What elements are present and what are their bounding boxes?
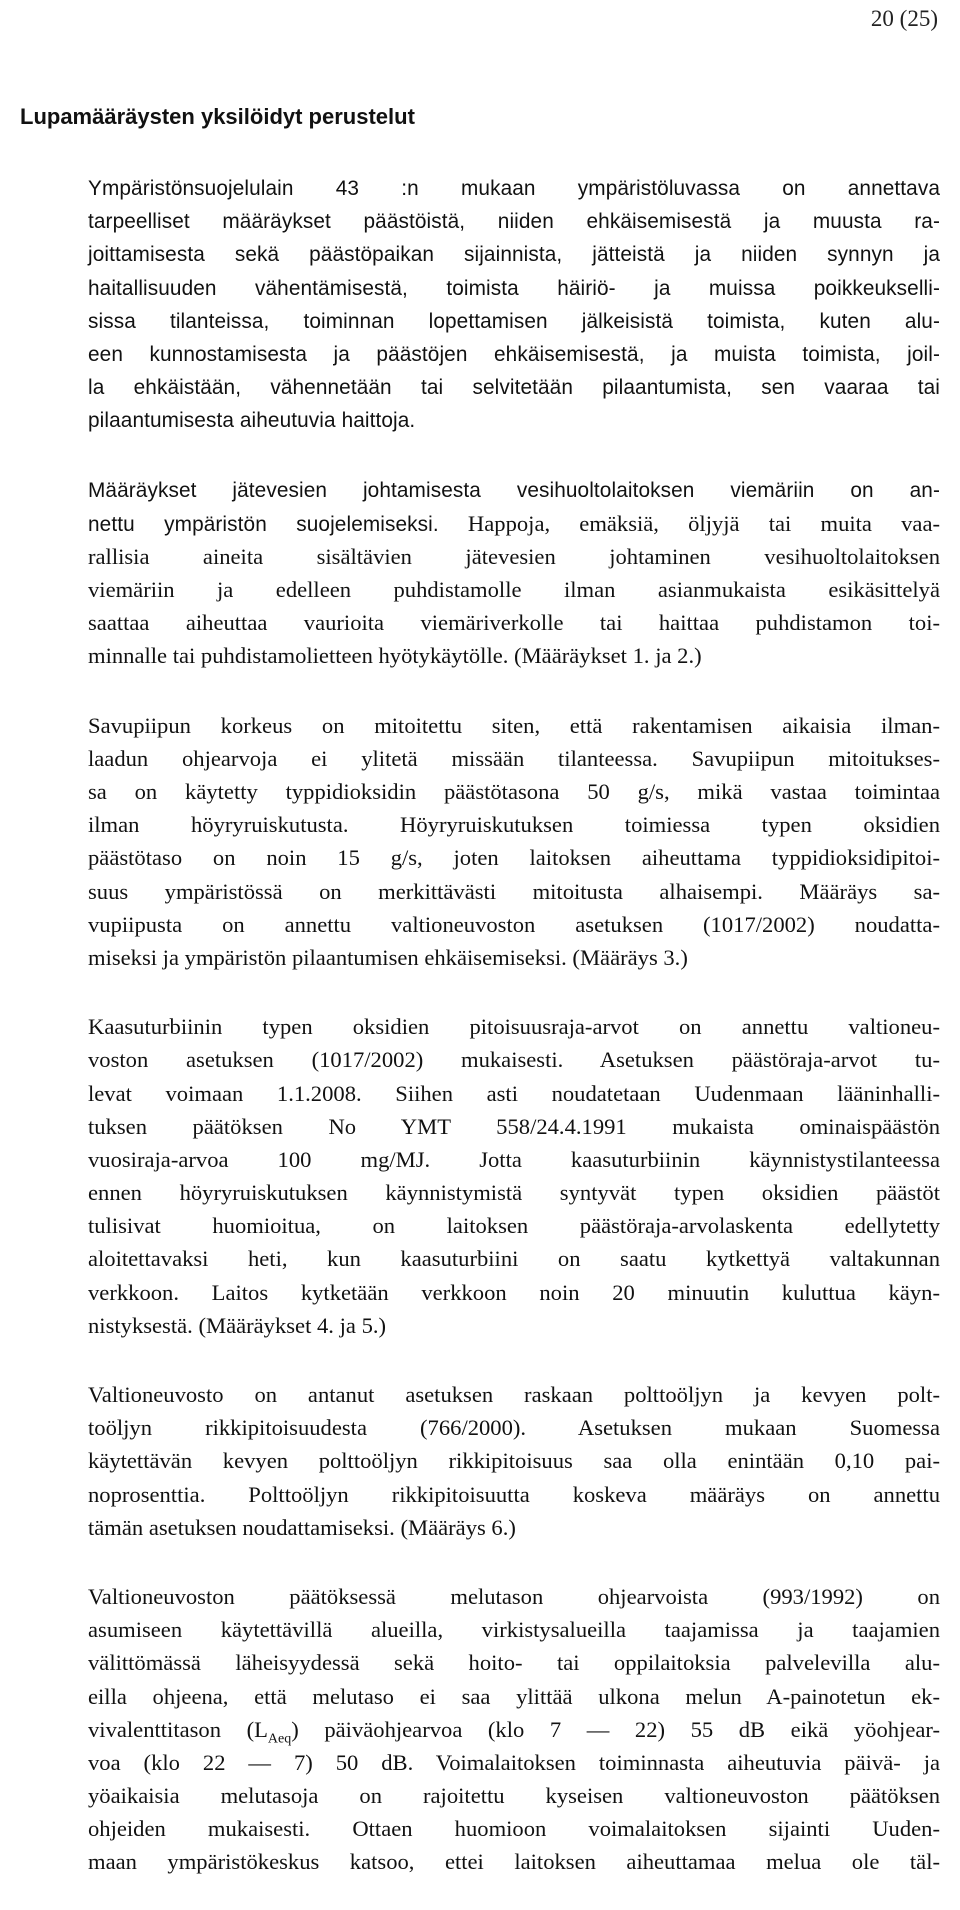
text-line: tulisivat huomioitua, on laitoksen päästöraja-arvolaskenta edellytetty (88, 1213, 940, 1239)
text-line: tämän asetuksen noudattamiseksi. (Määräys 6.) (88, 1514, 516, 1540)
text-line: suus ympäristössä on merkittävästi mitoitusta alhaisempi. Määräys sa- (88, 878, 940, 904)
text-line: toöljyn rikkipitoisuudesta (766/2000). Asetuksen mukaan Suomessa (88, 1415, 940, 1441)
text-line: laadun ohjearvoja ei ylitetä missään tilanteessa. Savupiipun mitoitukses- (88, 745, 940, 771)
document-body (88, 172, 940, 1879)
paragraph-chimney (88, 709, 940, 975)
text-line: saattaa aiheuttaa vaurioita viemäriverkolle tai haittaa puhdistamon toi- (88, 610, 940, 636)
text-line: levat voimaan 1.1.2008. Siihen asti noudatetaan Uudenmaan lääninhalli- (88, 1080, 940, 1106)
text-line: noprosenttia. Polttoöljyn rikkipitoisuutta koskeva määräys on annettu (88, 1481, 940, 1507)
paragraph-gas-turbine (88, 1010, 940, 1342)
text-line: pilaantumisesta aiheutuvia haittoja. (88, 409, 416, 433)
text-line: käytettävän kevyen polttoöljyn rikkipitoisuus saa olla enintään 0,10 pai- (88, 1448, 940, 1474)
text-line: ohjeiden mukaisesti. Ottaen huomioon voimalaitoksen sijainti Uuden- (88, 1816, 940, 1842)
text-line: minnalle tai puhdistamolietteen hyötykäytölle. (Määräykset 1. ja 2.) (88, 643, 702, 669)
text-line: aloitettavaksi heti, kun kaasuturbiini on saatu kytkettyä valtakunnan (88, 1246, 940, 1272)
text-line: een kunnostamisesta ja päästöjen ehkäisemisestä, ja muista toimista, joil- (88, 342, 940, 366)
text-line: Määräykset jätevesien johtamisesta vesihuoltolaitoksen viemäriin on an- (88, 478, 940, 502)
paragraph-legal-basis (88, 172, 940, 438)
text-fragment: Happoja, emäksiä, öljyjä tai muita vaa- (438, 510, 940, 536)
text-line: vuosiraja-arvoa 100 mg/MJ. Jotta kaasuturbiinin käynnistystilanteessa (88, 1146, 940, 1172)
text-line: joittamisesta sekä päästöpaikan sijainnista, jätteistä ja niiden synnyn ja (88, 243, 940, 267)
text-fragment: ) päiväohjearvoa (klo 7 — 22) 55 dB eikä yöohjear- (291, 1716, 940, 1742)
text-line: la ehkäistään, vähennetään tai selvitetään pilaantumista, sen vaaraa tai (88, 376, 940, 400)
text-line: tarpeelliset määräykset päästöistä, niiden ehkäisemisestä ja muusta ra- (88, 210, 940, 234)
section-heading: Lupamääräysten yksilöidyt perustelut (20, 104, 415, 129)
text-line: rallisia aineita sisältävien jätevesien johtaminen vesihuoltolaitoksen (88, 543, 940, 569)
text-line: asumiseen käytettävillä alueilla, virkistysalueilla taajamissa ja taajamien (88, 1617, 940, 1643)
text-line-mixed (88, 507, 940, 540)
text-line: verkkoon. Laitos kytketään verkkoon noin 20 minuutin kuluttua käyn- (88, 1279, 940, 1305)
text-line-leq (88, 1713, 940, 1746)
text-line: voa (klo 22 — 7) 50 dB. Voimalaitoksen toiminnasta aiheutuvia päivä- ja (88, 1749, 940, 1775)
text-line: miseksi ja ympäristön pilaantumisen ehkäisemiseksi. (Määräys 3.) (88, 944, 688, 970)
paragraph-wastewater (88, 474, 940, 673)
text-line: välittömässä läheisyydessä sekä hoito- tai oppilaitoksia palvelevilla alu- (88, 1650, 940, 1676)
paragraph-noise (88, 1580, 940, 1879)
text-line: voston asetuksen (1017/2002) mukaisesti. Asetuksen päästöraja-arvot tu- (88, 1047, 940, 1073)
paragraph-fuel-oil (88, 1378, 940, 1544)
text-line: Valtioneuvosto on antanut asetuksen raskaan polttoöljyn ja kevyen polt- (88, 1382, 940, 1407)
text-line: ilman höyryruiskutusta. Höyryruiskutuksen toimiessa typen oksidien (88, 812, 940, 838)
text-fragment: nettu ympäristön suojelemiseksi. (88, 512, 439, 536)
text-line: tuksen päätöksen No YMT 558/24.4.1991 mukaista ominaispäästön (88, 1113, 940, 1139)
text-line: vupiipusta on annettu valtioneuvoston asetuksen (1017/2002) noudatta- (88, 911, 940, 937)
text-line: maan ympäristökeskus katsoo, ettei laitoksen aiheuttamaa melua ole täl- (88, 1849, 940, 1875)
text-line: Valtioneuvoston päätöksessä melutason ohjearvoista (993/1992) on (88, 1583, 940, 1609)
text-line: sissa tilanteissa, toiminnan lopettamisen jälkeisistä toimista, kuten alu- (88, 309, 940, 333)
text-line: yöaikaisia melutasoja on rajoitettu kyseisen valtioneuvoston päätöksen (88, 1783, 940, 1809)
text-line: Kaasuturbiinin typen oksidien pitoisuusraja-arvot on annettu valtioneu- (88, 1014, 940, 1040)
text-line: Ympäristönsuojelulain 43 :n mukaan ympäristöluvassa on annettava (88, 177, 940, 200)
subscript-aeq: Aeq (267, 1731, 292, 1747)
text-line: päästötaso on noin 15 g/s, joten laitoksen aiheuttama typpidioksidipitoi- (88, 845, 940, 871)
text-line: eilla ohjeena, että melutaso ei saa ylittää ulkona melun A-painotetun ek- (88, 1683, 940, 1709)
text-line: sa on käytetty typpidioksidin päästötasona 50 g/s, mikä vastaa toimintaa (88, 779, 940, 804)
text-line: Savupiipun korkeus on mitoitettu siten, että rakentamisen aikaisia ilman- (88, 712, 940, 738)
text-line: nistyksestä. (Määräykset 4. ja 5.) (88, 1312, 387, 1338)
text-line: haitallisuuden vähentämisestä, toimista häiriö- ja muissa poikkeukselli- (88, 276, 940, 300)
text-line: viemäriin ja edelleen puhdistamolle ilman asianmukaista esikäsittelyä (88, 577, 940, 603)
text-fragment: vivalenttitason (L (88, 1716, 268, 1742)
page-number: 20 (25) (870, 6, 938, 31)
text-line: ennen höyryruiskutuksen käynnistymistä syntyvät typen oksidien päästöt (88, 1180, 940, 1206)
